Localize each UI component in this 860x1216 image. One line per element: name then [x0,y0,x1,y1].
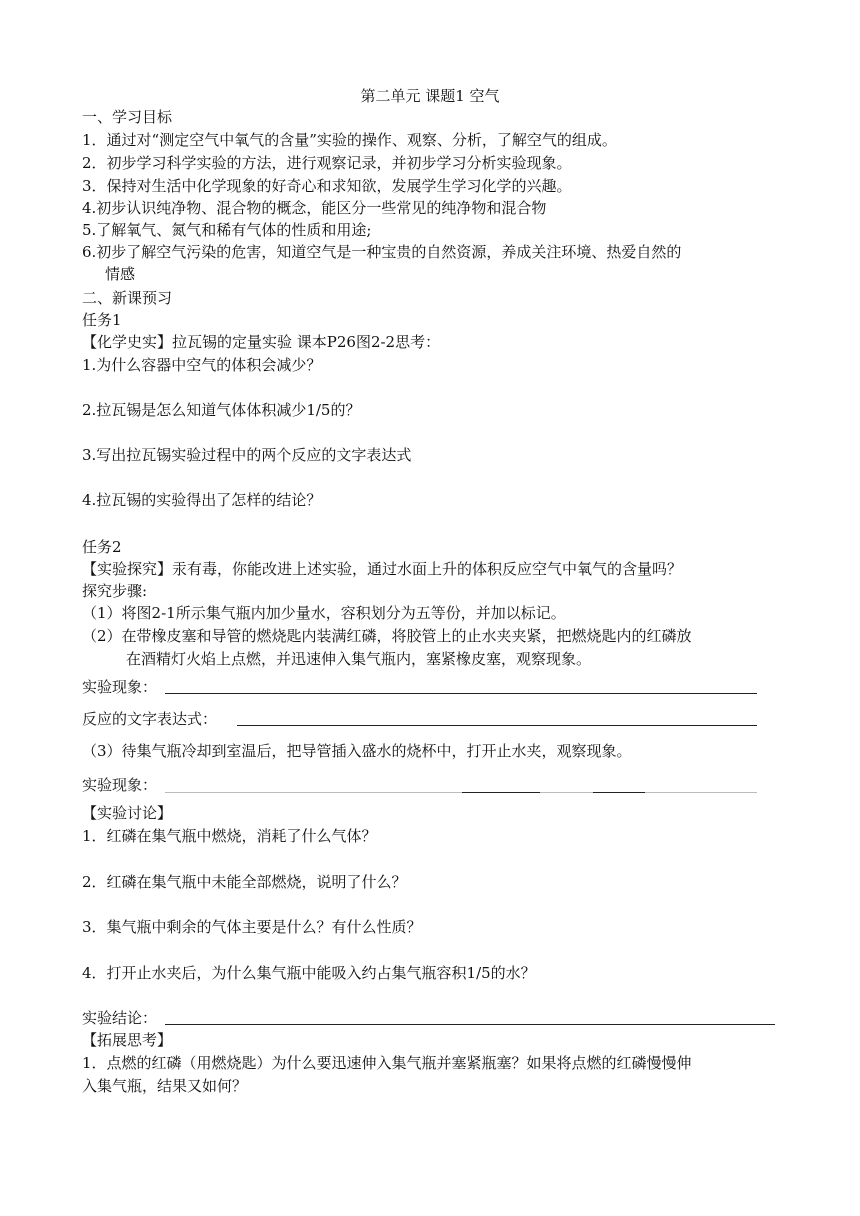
question: 4．打开止水夹后，为什么集气瓶中能吸入约占集气瓶容积1/5的水？ [82,964,536,982]
question: 2.拉瓦锡是怎么知道气体体积减少1/5的？ [82,401,361,419]
goal-item: 4.初步认识纯净物、混合物的概念，能区分一些常见的纯净物和混合物 [82,199,547,217]
question: 1．红磷在集气瓶中燃烧，消耗了什么气体？ [82,827,377,845]
question: 1.为什么容器中空气的体积会减少？ [82,356,322,374]
extension-question-continued: 入集气瓶，结果又如何？ [82,1077,248,1095]
steps-heading: 探究步骤: [82,582,148,600]
phenomenon-label: 实验现象： [82,678,158,696]
answer-blank[interactable] [165,1024,775,1025]
section-heading-preview: 二、新课预习 [82,289,173,307]
extension-heading: 【拓展思考】 [82,1031,173,1049]
step: （2）在带橡皮塞和导管的燃烧匙内装满红磷，将胶管上的止水夹夹紧，把燃烧匙内的红磷放 [82,627,692,645]
discussion-heading: 【实验讨论】 [82,804,173,822]
question: 3.写出拉瓦锡实验过程中的两个反应的文字表达式 [82,446,412,464]
answer-blank-segment [462,792,540,793]
step-continued: 在酒精灯火焰上点燃，并迅速伸入集气瓶内，塞紧橡皮塞，观察现象。 [126,650,592,668]
question: 2．红磷在集气瓶中未能全部燃烧，说明了什么？ [82,873,407,891]
extension-question: 1．点燃的红磷（用燃烧匙）为什么要迅速伸入集气瓶并塞紧瓶塞？如果将点燃的红磷慢慢伸 [82,1054,692,1072]
goal-item: 1．通过对“测定空气中氧气的含量”实验的操作、观察、分析，了解空气的组成。 [82,131,617,149]
answer-blank[interactable] [165,693,757,694]
history-prompt: 【化学史实】拉瓦锡的定量实验 课本P26图2-2思考： [82,333,441,351]
step: （1）将图2-1所示集气瓶内加少量水，容积划分为五等份，并加以标记。 [82,604,566,622]
section-heading-goals: 一、学习目标 [82,108,173,126]
page-title: 第二单元 课题1 空气 [360,87,500,105]
phenomenon-label: 实验现象： [82,776,158,794]
conclusion-label: 实验结论： [82,1009,158,1027]
answer-blank[interactable] [237,725,757,726]
expression-label: 反应的文字表达式： [82,710,218,728]
task-label: 任务2 [82,538,122,556]
goal-item: 2．初步学习科学实验的方法，进行观察记录，并初步学习分析实验现象。 [82,154,572,172]
goal-item-continued: 情感 [105,265,136,283]
explore-prompt: 【实验探究】汞有毒，你能改进上述实验，通过水面上升的体积反应空气中氧气的含量吗？ [82,560,683,578]
answer-blank[interactable] [165,792,757,793]
task-label: 任务1 [82,311,122,329]
goal-item: 3．保持对生活中化学现象的好奇心和求知欲，发展学生学习化学的兴趣。 [82,177,572,195]
question: 3．集气瓶中剩余的气体主要是什么？有什么性质？ [82,918,422,936]
goal-item: 6.初步了解空气污染的危害，知道空气是一种宝贵的自然资源，养成关注环境、热爱自然的 [82,243,682,261]
question: 4.拉瓦锡的实验得出了怎样的结论？ [82,491,322,509]
goal-item: 5.了解氧气、氮气和稀有气体的性质和用途; [82,221,372,239]
answer-blank-segment [593,792,645,793]
step: （3）待集气瓶冷却到室温后，把导管插入盛水的烧杯中，打开止水夹，观察现象。 [82,742,632,760]
